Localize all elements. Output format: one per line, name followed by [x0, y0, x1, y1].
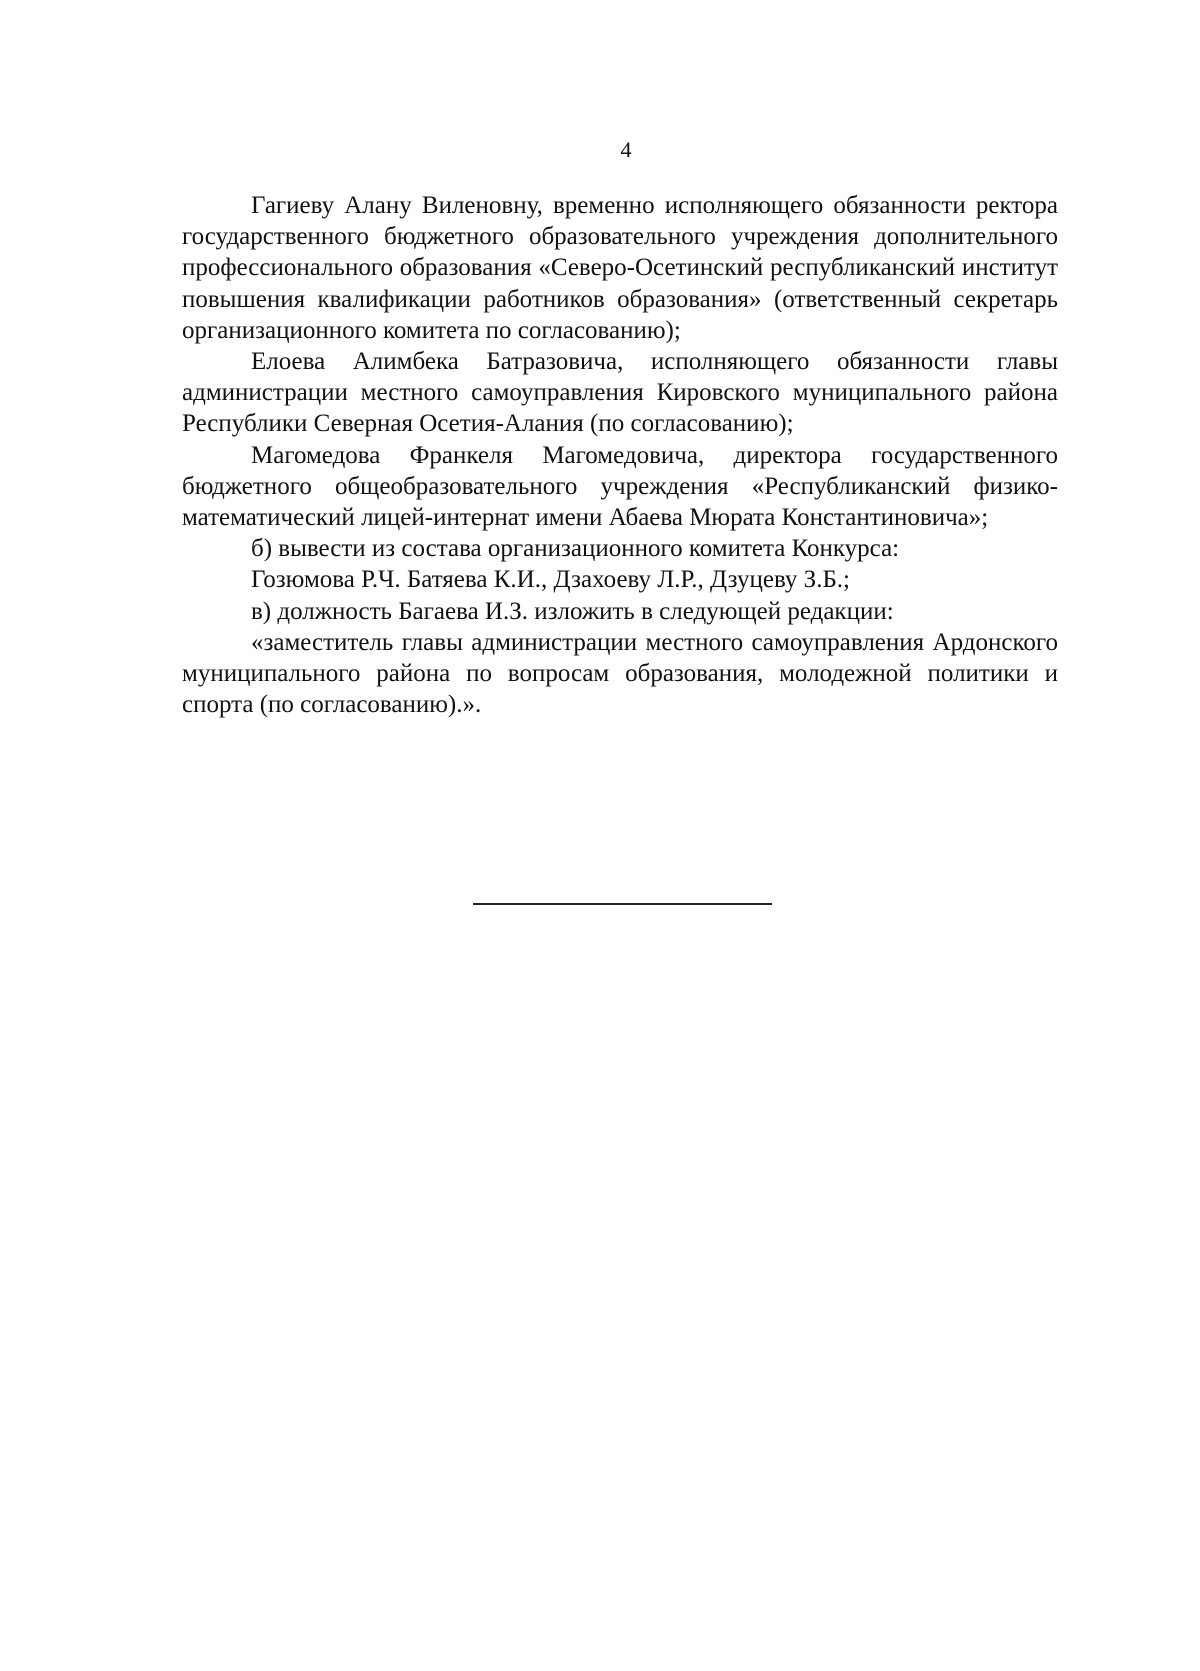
- paragraph-magomedov: Магомедова Франкеля Магомедовича, директора государственного бюджетного общеобразовательного учреждения «Республиканский физико-математический лицей-интернат имени Абаева Мюрата Константиновича»;: [182, 441, 1058, 532]
- paragraph-item-v: в) должность Багаева И.З. изложить в следующей редакции:: [251, 597, 894, 625]
- paragraph-eloev: Елоева Алимбека Батразовича, исполняющего обязанности главы администрации местного самоуправления Кировского муниципального района Республики Северная Осетия-Алания (по согласованию);: [182, 348, 1058, 438]
- paragraph-item-b: б) вывести из состава организационного комитета Конкурса:: [251, 535, 900, 563]
- paragraph-removed-members: Гозюмова Р.Ч. Батяева К.И., Дзахоеву Л.Р., Дзуцеву З.Б.;: [251, 566, 850, 594]
- document-body: [182, 190, 1058, 720]
- paragraph-gagieva: Гагиеву Алану Виленовну, временно исполняющего обязанности ректора государственного бюджетного образовательного учреждения дополнительного профессионального образования «Северо-Осетинский республиканский институт повышения квалификации работников образования» (ответственный секретарь организационного комитета по согласованию);: [182, 192, 1058, 344]
- page-number: 4: [620, 137, 632, 162]
- end-divider: [473, 903, 772, 905]
- paragraph-new-position: «заместитель главы администрации местного самоуправления Ардонского муниципального района по вопросам образования, молодежной политики и спорта (по согласованию).».: [182, 628, 1058, 719]
